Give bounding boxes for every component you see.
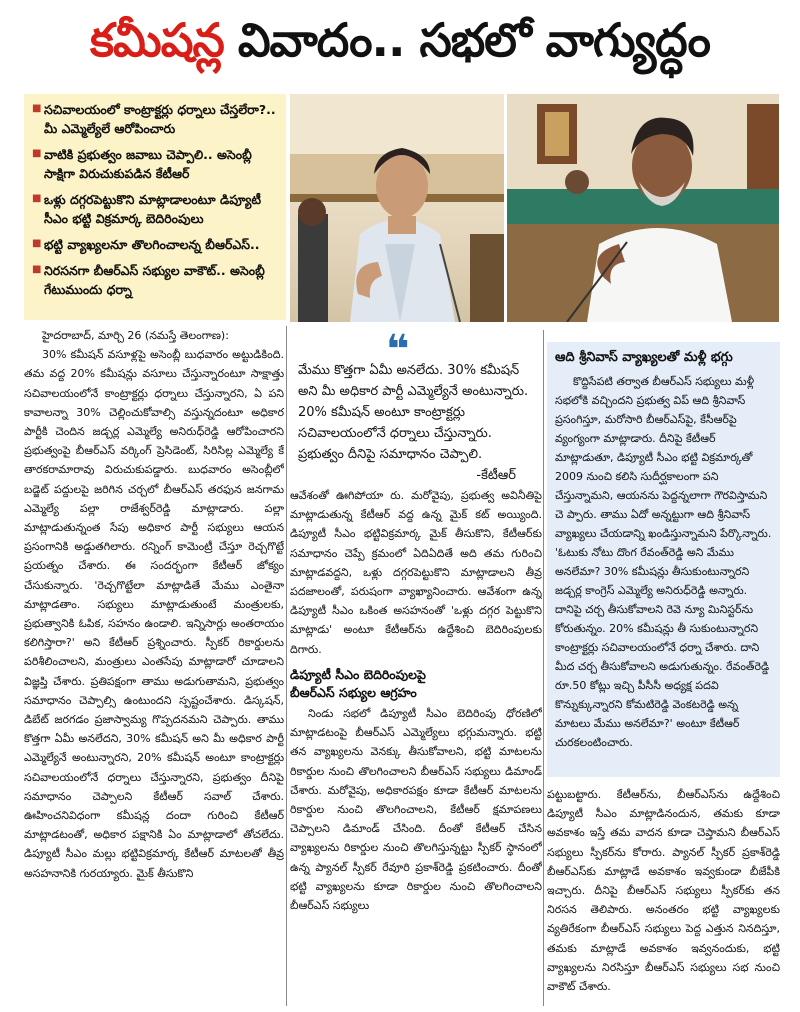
bullet-icon: ■ xyxy=(32,193,42,204)
highlights-box xyxy=(24,94,286,320)
article-column-3 xyxy=(547,785,780,1007)
ktr-quote xyxy=(290,327,540,483)
highlight-item: ■ భట్టి వ్యాఖ్యలనూ తొలగించాలన్న బీఆర్ఎస్.. xyxy=(32,237,260,252)
quote-mark-icon: ❝ xyxy=(386,327,410,373)
bullet-icon: ■ xyxy=(32,103,42,114)
quote-author: -కేటీఆర్ xyxy=(476,468,516,483)
article-body-3: నిండు సభలో డిప్యూటీ సీఎం బెదిరింపు ధోరణిలో మాట్లాడటంపై బీఆర్ఎస్ ఎమ్మెల్యేలు భగ్గుమన్నారు. భట్టి తన వ్యాఖ్యలను వెనక్కు తీసుకోవాలని, భట్టి మాటలను రికార్డుల నుంచి తొలగించాలని బీఆర్ఎస్ సభ్యులు డిమాండ్ చేశారు. మరోవైపు, అధికారపక్షం కూడా కేటీఆర్ మాటలను రికార్డుల నుంచి తొలగించాలని, కేటీఆర్ క్షమాపణలు చెప్పాలని డిమాండ్ చేసింది. దీంతో కేటీఆర్ చేసిన వ్యాఖ్యలను రికార్డుల నుంచి తొలగిస్తున్నట్టు స్పీకర్ స్థానంలో ఉన్న ప్యానల్ స్పీకర్ రేవూరి ప్రకాశ్‌రెడ్డి ప్రకటించారు. దీంతో భట్టి వ్యాఖ్యలను కూడా రికార్డుల నుంచి తొలగించాలని బీఆర్ఎస్ సభ్యులు xyxy=(290,707,542,913)
ktr-figure-icon xyxy=(290,94,504,322)
headline xyxy=(0,0,800,92)
article-body-2: ఆవేశంతో ఊగిపోయా రు. మరోవైపు, ప్రభుత్వ అవినీతిపై మాట్లాడుతున్న కేటీఆర్ వద్ద ఉన్న మైక్ కట్ అయ్యింది. డిప్యూటీ సీఎం భట్టివిక్రమార్క మైక్ తీసుకొని, కేటీఆర్‌కు సమాధానం చెప్పే క్రమంలో ఏదిఏదితే అది తమ గురించి మాట్లాడవద్దని, ఒళ్లు దగ్గరపెట్టుకొని మాట్లాడాలని తీవ్ర పదజాలంతో, పరుషంగా వ్యాఖ్యానించారు. ఆవేశంగా ఉన్న డిప్యూటీ సీఎం ఒకింత అసహనంతో 'ఒళ్లు దగ్గర పెట్టుకొని మాట్లాడు' అంటూ కేటీఆర్‌ను ఉద్దేశించి బెదిరింపులకు దిగారు. xyxy=(290,489,542,656)
headline-red: కమీషన్ల xyxy=(90,13,224,67)
quote-text: మేము కొత్తగా ఏమీ అనలేదు. 30% కమీషన్ అని మీ అధికార పార్టీ ఎమ్మెల్యేనే అంటున్నారు. 20% కమీషన్ అంటూ కాంట్రాక్టర్లు సచివాలయంలోనే ధర్నాలు చేస్తున్నారు. ప్రభుత్వం దీనిపై సమాధానం చెప్పాలి. xyxy=(298,363,529,462)
article-body-4: పట్టుబట్టారు. కేటీఆర్‌ను, బీఆర్ఎస్‌ను ఉద్దేశించి డిప్యూటీ సీఎం మాట్లాడినందున, తమకు కూడా అవకాశం ఇస్తే తమ వాదన కూడా చెప్తామని బీఆర్ఎస్ సభ్యులు స్పీకర్‌ను కోరారు. ప్యానల్ స్పీకర్ ప్రకాశ్‌రెడ్డి బీఆర్ఎస్‌కు మాట్లాడే అవకాశం ఇవ్వకుండా బీజేపీకి ఇచ్చారు. దీనిపై బీఆర్ఎస్ సభ్యులు స్పీకర్‌కు తన నిరసన తెలిపారు. అనంతరం భట్టి వ్యాఖ్యలకు వ్యతిరేకంగా బీఆర్ఎస్ సభ్యులు పెద్ద ఎత్తున నినదిస్తూ, తమకు మాట్లాడే అవకాశం ఇవ్వనందుకు, భట్టి వ్యాఖ్యలను నిరసిస్తూ బీఆర్ఎస్ సభ్యులు సభ నుంచి వాకౌట్ చేశారు. xyxy=(547,788,780,994)
article-column-1 xyxy=(24,326,284,1006)
highlight-item: ■ నిరసనగా బీఆర్ఎస్ సభ్యుల వాకౌట్.. అసెంబ్లీ గేటుముందు ధర్నా xyxy=(32,263,265,297)
headline-black: వివాదం.. సభలో వాగ్యుద్ధం xyxy=(237,13,710,67)
bhatti-figure-icon xyxy=(507,94,779,322)
highlight-item: ■ వాటికి ప్రభుత్వం జవాబు చెప్పాలి.. అసెంబ్లీ సాక్షిగా విరుచుకుపడిన కేటీఆర్ xyxy=(32,147,252,181)
highlight-item: ■ సచివాలయంలో కాంట్రాక్టర్లు ధర్నాలు చేస్తలేరా?.. మీ ఎమ్మెల్యేలే ఆరోపించారు xyxy=(32,102,276,136)
highlight-item: ■ ఒళ్లు దగ్గరపెట్టుకొని మాట్లాడాలంటూ డిప్యూటీ సీఎం భట్టి విక్రమార్క బెదిరింపులు xyxy=(32,192,261,226)
bullet-icon: ■ xyxy=(32,238,42,249)
column-divider xyxy=(543,330,544,1006)
sidebar-body: కొద్దిసేపటి తర్వాత బీఆర్ఎస్ సభ్యులు మళ్లీ సభలోకి వచ్చిందని ప్రభుత్వ విప్ ఆది శ్రీనివాస్ ప్రసంగిస్తూ, మరోసారి బీఆర్ఎస్‌పై, కేసీఆర్‌పై వ్యంగ్యంగా మాట్లాడారు. దీనిపై కేటీఆర్ మాట్లాడుతూ, డిప్యూటీ సీఎం భట్టి విక్రమార్కతో 2009 నుంచి కలిసి సుదీర్ఘకాలంగా పని చేస్తున్నామని, ఆయనను పెద్దన్నలాగా గౌరవిస్తామని చె ప్పారు. తాము ఏదో అన్నట్టుగా ఆది శ్రీనివాస్ వ్యాఖ్యలు చేయడాన్ని ఖండిస్తున్నామని పేర్కొన్నారు. 'ఓటుకు నోటు దొంగ రేవంత్‌రెడ్డి అని మేము అనలేమా? 30% కమీషన్లు తీసుకుంటున్నారని జడ్చర్ల కాంగ్రెస్ ఎమ్మెల్యే అనిరుధ్‌రెడ్డి అన్నారు. దానిపై చర్చ తీసుకోవాలని రెవె న్యూ మినిస్టర్‌ను కోరుతున్నం. 20% కమీషన్లు తీ సుకుంటున్నారని కాంట్రాక్టర్లు సచివాలయంలోనే ధర్నా చేశారు. దాని మీద చర్చ తీసుకోవాలని అడుగుతున్నం. రేవంత్‌రెడ్డి రూ.50 కోట్లు ఇచ్చి పీసీసీ అధ్యక్ష పదవి కొన్నుక్కున్నారని కోమటిరెడ్డి వెంకటరెడ్డి అన్న మాటలు మేము అనలేమా?' అంటూ కేటీఆర్ చురకలంటించారు. xyxy=(555,375,772,749)
column-divider xyxy=(286,326,287,1006)
bullet-icon: ■ xyxy=(32,264,42,275)
article-column-2b xyxy=(290,704,542,1006)
article-column-2 xyxy=(290,486,542,662)
bhatti-speaking-photo xyxy=(507,94,779,322)
sidebar-title: ఆది శ్రీనివాస్ వ్యాఖ్యలతో మళ్లీ భగ్గు xyxy=(555,350,733,365)
article-body-1: 30% కమీషన్ వసూళ్లపై అసెంబ్లీ బుధవారం అట్టుడికింది. తమ వద్ద 20% కమీషన్లు వసూలు చేస్తున్నారంటూ సాక్షాత్తు సచివాలయంలోనే కాంట్రాక్టర్లు ధర్నాలు చేస్తున్నారని, ఏ పని కావాలన్నా 30% చెల్లించుకోవాల్సి వస్తున్నదంటూ అధికార పార్టీకి చెందిన జడ్చర్ల ఎమ్మెల్యే అనిరుధ్‌రెడ్డి ఆరోపించారని ప్రభుత్వంపై బీఆర్ఎస్ వర్కింగ్ ప్రెసిడెంట్, సిరిసిల్ల ఎమ్మెల్యే కే తారకరామారావు విరుచుకుపడ్డారు. బుధవారం అసెంబ్లీలో బడ్జెట్ పద్దులపై జరిగిన చర్చలో బీఆర్ఎస్ తరఫున జనగామ ఎమ్మెల్యే పల్లా రాజేశ్వర్‌రెడ్డి మాట్లాడారు. పల్లా మాట్లాడుతున్నంత సేపు అధికార పార్టీ సభ్యులు ఆయన ప్రసంగానికి అడ్డుతగిలారు. రన్నింగ్ కామెంట్రీ చేస్తూ రెచ్చగొట్టే ప్రయత్నం చేశారు. ఈ సందర్భంగా కేటీఆర్ జోక్యం చేసుకున్నారు. 'రెచ్చగొట్టేలా మాట్లాడితే మేము ఎంతైనా మాట్లాడతాం. సభ్యులు మాట్లాడుతుంటే మంత్రులకు, ప్రభుత్వానికి ఓపిక, సహనం ఉండాలి. ఇన్నిసార్లు అంతరాయం కలిగిస్తారా?' అని కేటీఆర్ ప్రశ్నించారు. స్పీకర్ రికార్డులను పరిశీలించాలని, మంత్రులు ఎంతసేపు మాట్లాడారో చూడాలని విజ్ఞప్తి చేశారు. ప్రతిపక్షంగా తాము అడుగుతామని, ప్రభుత్వం సమాధానం చెప్పాల్సి ఉంటుందని స్పష్టంచేశారు. డిస్కషన్, డిబేట్ జరగడం ప్రజాస్వామ్య గొప్పదనమని చెప్పారు. తాము కొత్తగా ఏమీ అనలేదని, 30% కమీషన్ అని మీ అధికార పార్టీ ఎమ్మెల్యేనే అంటున్నారని, 20% కమీషన్ అంటూ కాంట్రాక్టర్లు సచివాలయంలోనే ధర్నాలు చేస్తున్నారని, ప్రభుత్వం దీనిపై సమాధానం చెప్పాలని కేటీఆర్ సవాల్ చేశారు. ఊహించనివిధంగా కమీషన్ల దందా గురించి కేటీఆర్ మాట్లాడటంతో, అధికార పక్షానికి ఏం మాట్లాడాలో తోచలేదు. డిప్యూటీ సీఎం మల్లు భట్టివిక్రమార్క కేటీఆర్ మాటలతో తీవ్ర అసహనానికి గురయ్యారు. మైక్ తీసుకొని xyxy=(24,348,284,880)
sidebar-story xyxy=(547,342,780,777)
ktr-speaking-photo xyxy=(290,94,504,322)
dateline: హైదరాబాద్, మార్చి 26 (నమస్తే తెలంగాణ): xyxy=(42,329,229,342)
bullet-icon: ■ xyxy=(32,148,42,159)
subheading: డిప్యూటీ సీఎం బెదిరింపులపై బీఆర్ఎస్ సభ్యుల ఆగ్రహం xyxy=(290,667,426,700)
